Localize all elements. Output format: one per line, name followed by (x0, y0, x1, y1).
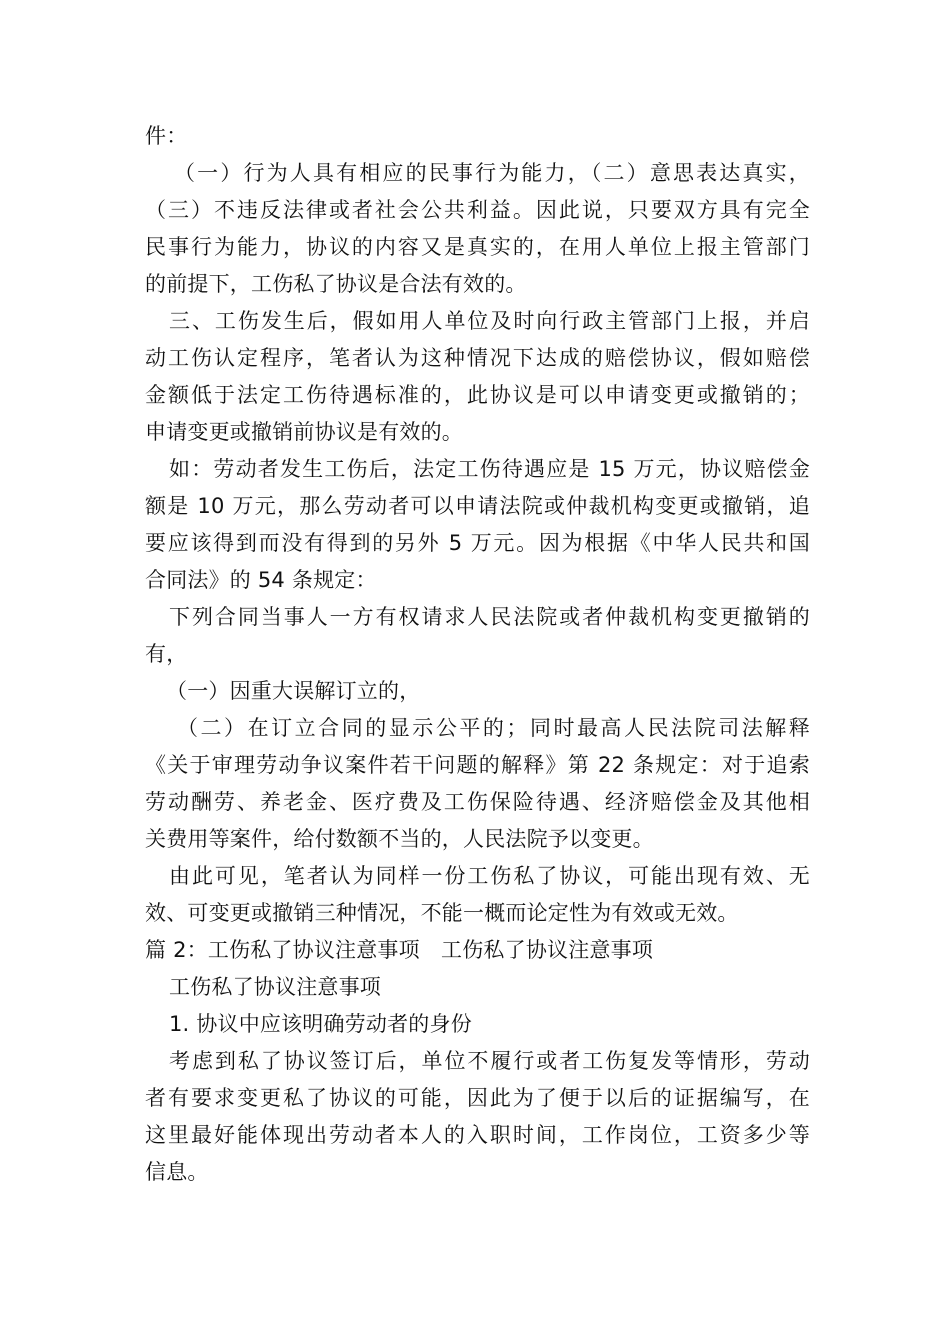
paragraph-line: 由此可见，笔者认为同样一份工伤私了协议，可能出现有效、无 (169, 864, 810, 888)
paragraph-line: 民事行为能力，协议的内容又是真实的，在用人单位上报主管部门 (145, 235, 810, 259)
paragraph-line: 效、可变更或撤销三种情况，不能一概而论定性为有效或无效。 (145, 901, 739, 925)
paragraph-line: 有， (145, 642, 188, 666)
paragraph-line: 件： (145, 124, 188, 148)
paragraph-line: 如：劳动者发生工伤后，法定工伤待遇应是 15 万元，协议赔偿金 (169, 457, 810, 481)
paragraph-line: 动工伤认定程序，笔者认为这种情况下达成的赔偿协议，假如赔偿 (145, 346, 810, 370)
document-body (145, 118, 810, 1191)
paragraph-line: 下列合同当事人一方有权请求人民法院或者仲裁机构变更撤销的 (169, 605, 810, 629)
paragraph-line: 关费用等案件，给付数额不当的，人民法院予以变更。 (145, 827, 654, 851)
paragraph-line: 的前提下，工伤私了协议是合法有效的。 (145, 272, 527, 296)
paragraph-line: 信息。 (145, 1160, 209, 1184)
paragraph-line: 《关于审理劳动争议案件若干问题的解释》第 22 条规定：对于追索 (145, 753, 810, 777)
paragraph-line: 要应该得到而没有得到的另外 5 万元。因为根据《中华人民共和国 (145, 531, 810, 555)
paragraph-line: 额是 10 万元，那么劳动者可以申请法院或仲裁机构变更或撤销，追 (145, 494, 810, 518)
subsection-title: 工伤私了协议注意事项 (169, 975, 381, 999)
paragraph-line: （三）不违反法律或者社会公共利益。因此说，只要双方具有完全 (145, 198, 810, 222)
paragraph-line: 这里最好能体现出劳动者本人的入职时间，工作岗位，工资多少等 (145, 1123, 810, 1147)
paragraph-line: 考虑到私了协议签订后，单位不履行或者工伤复发等情形，劳动 (169, 1049, 810, 1073)
numbered-item: 1. 协议中应该明确劳动者的身份 (169, 1012, 472, 1036)
paragraph-line: 申请变更或撤销前协议是有效的。 (145, 420, 463, 444)
paragraph-line: 三、工伤发生后，假如用人单位及时向行政主管部门上报，并启 (169, 309, 810, 333)
paragraph-line: （一）因重大误解订立的， (166, 679, 421, 703)
paragraph-line: 金额低于法定工伤待遇标准的，此协议是可以申请变更或撤销的； (145, 383, 810, 407)
paragraph-line: 者有要求变更私了协议的可能，因此为了便于以后的证据编写，在 (145, 1086, 810, 1110)
paragraph-line: 合同法》的 54 条规定： (145, 568, 377, 592)
section-heading: 篇 2：工伤私了协议注意事项 工伤私了协议注意事项 (145, 938, 654, 962)
paragraph-line: （一）行为人具有相应的民事行为能力，（二）意思表达真实， (174, 161, 810, 185)
paragraph-line: 劳动酬劳、养老金、医疗费及工伤保险待遇、经济赔偿金及其他相 (145, 790, 810, 814)
paragraph-line: （二）在订立合同的显示公平的；同时最高人民法院司法解释 (177, 716, 810, 740)
